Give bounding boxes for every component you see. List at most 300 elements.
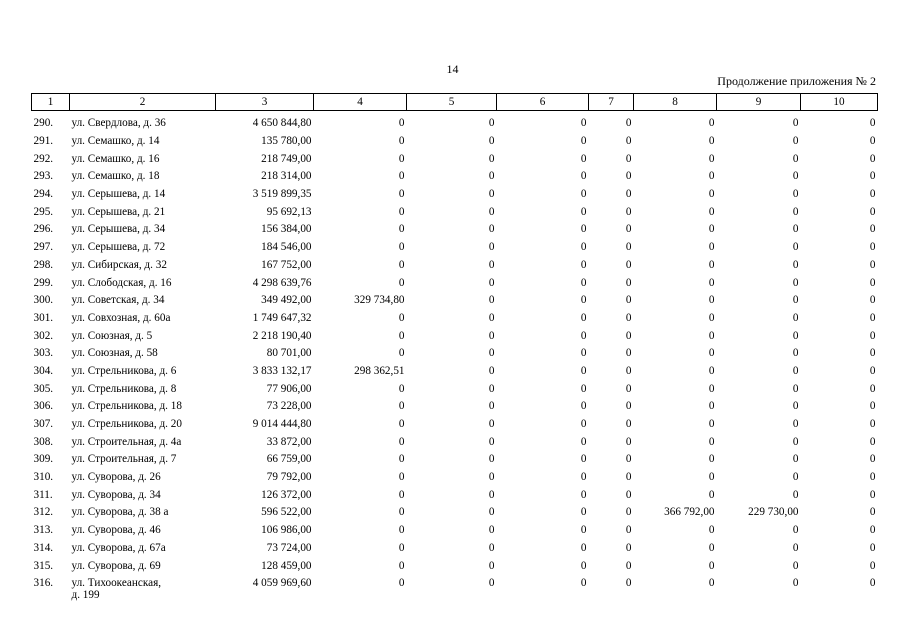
value-cell-col4: 0: [398, 205, 405, 218]
column-header: 4: [314, 94, 407, 111]
value-cell-col8: 0: [708, 488, 715, 501]
value-cell-col6: 0: [580, 188, 587, 201]
table-row: [32, 203, 878, 221]
value-cell-col5: 0: [488, 488, 495, 501]
value-cell-col9: 0: [792, 329, 799, 342]
address-cell: [70, 133, 216, 151]
value-cell-col9: 0: [792, 188, 799, 201]
address-line: ул. Суворова, д. 38 а: [71, 506, 169, 519]
value-cell-col6: 0: [580, 400, 587, 413]
value-cell-col3: 596 522,00: [261, 506, 312, 519]
value-cell-col9: 0: [792, 382, 799, 395]
value-cell-col10: 0: [869, 347, 876, 360]
value-cell-col9: 0: [792, 471, 799, 484]
value-cell-col9: 0: [792, 258, 799, 271]
value-cell-col9: 0: [792, 311, 799, 324]
address-cell: [70, 469, 216, 487]
value-cell-col4: 298 362,51: [354, 364, 405, 377]
value-cell-col7: 0: [625, 294, 632, 307]
value-cell-col10: 0: [869, 258, 876, 271]
value-cell-col5: 0: [488, 559, 495, 572]
row-number-cell: 309.: [33, 453, 54, 466]
address-cell: [70, 398, 216, 416]
value-cell-col4: 0: [398, 152, 405, 165]
value-cell-col10: 0: [869, 188, 876, 201]
value-cell-col6: 0: [580, 152, 587, 165]
column-header: 6: [497, 94, 589, 111]
address-cell: [70, 345, 216, 363]
value-cell-col5: 0: [488, 524, 495, 537]
table-row: [32, 292, 878, 310]
value-cell-col8: 0: [708, 559, 715, 572]
row-number-cell: 301.: [33, 311, 54, 324]
table-row: [32, 133, 878, 151]
value-cell-col10: 0: [869, 506, 876, 519]
value-cell-col4: 0: [398, 170, 405, 183]
value-cell-col5: 0: [488, 418, 495, 431]
value-cell-col4: 0: [398, 435, 405, 448]
address-cell: [70, 327, 216, 345]
value-cell-col4: 0: [398, 506, 405, 519]
value-cell-col9: 0: [792, 435, 799, 448]
value-cell-col10: 0: [869, 488, 876, 501]
value-cell-col3: 3 833 132,17: [252, 364, 312, 377]
address-line: ул. Семашко, д. 14: [71, 135, 160, 148]
value-cell-col10: 0: [869, 205, 876, 218]
value-cell-col4: 0: [398, 524, 405, 537]
address-line: ул. Серышева, д. 34: [71, 223, 166, 236]
value-cell-col9: 0: [792, 488, 799, 501]
value-cell-col4: 0: [398, 382, 405, 395]
address-cell: [70, 186, 216, 204]
address-cell: [70, 111, 216, 133]
address-line: ул. Суворова, д. 67а: [71, 541, 166, 554]
value-cell-col7: 0: [625, 135, 632, 148]
appendix-continuation-note: Продолжение приложения № 2: [717, 74, 876, 88]
value-cell-col4: 0: [398, 418, 405, 431]
value-cell-col9: 0: [792, 418, 799, 431]
value-cell-col7: 0: [625, 188, 632, 201]
address-cell: [70, 575, 216, 603]
address-cell: [70, 363, 216, 381]
value-cell-col7: 0: [625, 152, 632, 165]
value-cell-col10: 0: [869, 152, 876, 165]
value-cell-col6: 0: [580, 524, 587, 537]
value-cell-col5: 0: [488, 400, 495, 413]
value-cell-col8: 0: [708, 418, 715, 431]
value-cell-col4: 0: [398, 258, 405, 271]
value-cell-col8: 0: [708, 188, 715, 201]
value-cell-col9: 0: [792, 276, 799, 289]
value-cell-col7: 0: [625, 418, 632, 431]
value-cell-col4: 0: [398, 135, 405, 148]
table-header: [32, 94, 878, 111]
value-cell-col10: 0: [869, 524, 876, 537]
value-cell-col4: 329 734,80: [354, 294, 405, 307]
table-row: [32, 575, 878, 603]
value-cell-col7: 0: [625, 506, 632, 519]
value-cell-col9: 0: [792, 347, 799, 360]
value-cell-col8: 0: [708, 329, 715, 342]
value-cell-col4: 0: [398, 453, 405, 466]
value-cell-col7: 0: [625, 223, 632, 236]
value-cell-col3: 79 792,00: [266, 471, 312, 484]
table-row: [32, 310, 878, 328]
address-cell: [70, 221, 216, 239]
value-cell-col8: 0: [708, 347, 715, 360]
value-cell-col6: 0: [580, 541, 587, 554]
table-row: [32, 416, 878, 434]
row-number-cell: 297.: [33, 241, 54, 254]
table-row: [32, 540, 878, 558]
address-line: ул. Совхозная, д. 60а: [71, 311, 171, 324]
address-line: ул. Сибирская, д. 32: [71, 258, 167, 271]
value-cell-col5: 0: [488, 294, 495, 307]
value-cell-col7: 0: [625, 453, 632, 466]
value-cell-col9: 0: [792, 541, 799, 554]
table-row: [32, 522, 878, 540]
value-cell-col9: 0: [792, 453, 799, 466]
value-cell-col5: 0: [488, 223, 495, 236]
value-cell-col6: 0: [580, 276, 587, 289]
row-number-cell: 300.: [33, 294, 54, 307]
value-cell-col8: 0: [708, 311, 715, 324]
address-cell: [70, 486, 216, 504]
value-cell-col5: 0: [488, 347, 495, 360]
address-line: ул. Слободская, д. 16: [71, 276, 172, 289]
value-cell-col10: 0: [869, 435, 876, 448]
row-number-cell: 290.: [33, 117, 54, 130]
value-cell-col4: 0: [398, 488, 405, 501]
value-cell-col7: 0: [625, 488, 632, 501]
value-cell-col5: 0: [488, 258, 495, 271]
value-cell-col3: 156 384,00: [261, 223, 312, 236]
row-number-cell: 316.: [33, 576, 54, 589]
value-cell-col7: 0: [625, 276, 632, 289]
column-header: 1: [32, 94, 70, 111]
row-number-cell: 307.: [33, 418, 54, 431]
value-cell-col6: 0: [580, 311, 587, 324]
address-line: ул. Стрельникова, д. 6: [71, 364, 177, 377]
address-line: ул. Стрельникова, д. 20: [71, 418, 182, 431]
row-number-cell: 311.: [33, 488, 53, 501]
value-cell-col8: 0: [708, 117, 715, 130]
value-cell-col4: 0: [398, 223, 405, 236]
value-cell-col9: 0: [792, 576, 799, 589]
value-cell-col3: 95 692,13: [266, 205, 312, 218]
value-cell-col8: 0: [708, 364, 715, 377]
value-cell-col8: 0: [708, 205, 715, 218]
address-line: ул. Суворова, д. 69: [71, 559, 161, 572]
value-cell-col7: 0: [625, 435, 632, 448]
row-number-cell: 315.: [33, 559, 54, 572]
table-row: [32, 111, 878, 133]
value-cell-col8: 0: [708, 152, 715, 165]
value-cell-col3: 167 752,00: [261, 258, 312, 271]
value-cell-col4: 0: [398, 471, 405, 484]
row-number-cell: 303.: [33, 347, 54, 360]
value-cell-col8: 0: [708, 541, 715, 554]
value-cell-col7: 0: [625, 541, 632, 554]
value-cell-col6: 0: [580, 418, 587, 431]
value-cell-col5: 0: [488, 506, 495, 519]
value-cell-col10: 0: [869, 241, 876, 254]
value-cell-col6: 0: [580, 258, 587, 271]
value-cell-col9: 0: [792, 117, 799, 130]
value-cell-col9: 0: [792, 364, 799, 377]
address-line-2: д. 199: [71, 588, 100, 601]
table-row: [32, 451, 878, 469]
value-cell-col3: 106 986,00: [261, 524, 312, 537]
row-number-cell: 293.: [33, 170, 54, 183]
address-cell: [70, 168, 216, 186]
value-cell-col6: 0: [580, 241, 587, 254]
address-cell: [70, 203, 216, 221]
table-row: [32, 274, 878, 292]
value-cell-col5: 0: [488, 276, 495, 289]
address-line: ул. Союзная, д. 5: [71, 329, 153, 342]
address-cell: [70, 433, 216, 451]
address-line: ул. Семашко, д. 18: [71, 170, 160, 183]
column-header: 8: [634, 94, 717, 111]
table-row: [32, 398, 878, 416]
row-number-cell: 298.: [33, 258, 54, 271]
address-cell: [70, 380, 216, 398]
table-body: [32, 111, 878, 603]
column-header: 7: [589, 94, 634, 111]
value-cell-col9: 0: [792, 559, 799, 572]
table-row: [32, 168, 878, 186]
value-cell-col7: 0: [625, 524, 632, 537]
header-row: [32, 94, 878, 111]
value-cell-col10: 0: [869, 418, 876, 431]
value-cell-col10: 0: [869, 559, 876, 572]
value-cell-col8: 0: [708, 400, 715, 413]
row-number-cell: 302.: [33, 329, 54, 342]
address-line: ул. Суворова, д. 46: [71, 524, 161, 537]
value-cell-col3: 135 780,00: [261, 135, 312, 148]
value-cell-col7: 0: [625, 347, 632, 360]
table-row: [32, 239, 878, 257]
value-cell-col6: 0: [580, 347, 587, 360]
address-line: ул. Серышева, д. 21: [71, 205, 166, 218]
value-cell-col8: 0: [708, 382, 715, 395]
value-cell-col6: 0: [580, 223, 587, 236]
row-number-cell: 308.: [33, 435, 54, 448]
address-line: ул. Союзная, д. 58: [71, 347, 158, 360]
row-number-cell: 295.: [33, 205, 54, 218]
value-cell-col9: 0: [792, 135, 799, 148]
value-cell-col7: 0: [625, 576, 632, 589]
value-cell-col10: 0: [869, 382, 876, 395]
value-cell-col8: 0: [708, 170, 715, 183]
value-cell-col10: 0: [869, 453, 876, 466]
value-cell-col5: 0: [488, 471, 495, 484]
value-cell-col3: 4 650 844,80: [252, 117, 312, 130]
value-cell-col7: 0: [625, 471, 632, 484]
value-cell-col3: 3 519 899,35: [252, 188, 312, 201]
value-cell-col3: 73 724,00: [266, 541, 312, 554]
value-cell-col10: 0: [869, 364, 876, 377]
value-cell-col5: 0: [488, 576, 495, 589]
column-header: 2: [70, 94, 216, 111]
value-cell-col7: 0: [625, 258, 632, 271]
value-cell-col8: 0: [708, 294, 715, 307]
value-cell-col4: 0: [398, 188, 405, 201]
value-cell-col6: 0: [580, 435, 587, 448]
address-cell: [70, 504, 216, 522]
address-line: ул. Тихоокеанская,: [71, 576, 162, 589]
value-cell-col5: 0: [488, 435, 495, 448]
value-cell-col3: 33 872,00: [266, 435, 312, 448]
value-cell-col4: 0: [398, 117, 405, 130]
value-cell-col7: 0: [625, 329, 632, 342]
value-cell-col4: 0: [398, 276, 405, 289]
value-cell-col3: 73 228,00: [266, 400, 312, 413]
table-row: [32, 469, 878, 487]
row-number-cell: 291.: [33, 135, 54, 148]
row-number-cell: 305.: [33, 382, 54, 395]
value-cell-col7: 0: [625, 311, 632, 324]
value-cell-col6: 0: [580, 559, 587, 572]
value-cell-col6: 0: [580, 506, 587, 519]
address-line: ул. Серышева, д. 72: [71, 241, 166, 254]
column-header: 10: [801, 94, 878, 111]
value-cell-col10: 0: [869, 117, 876, 130]
row-number-cell: 294.: [33, 188, 54, 201]
value-cell-col10: 0: [869, 223, 876, 236]
value-cell-col8: 366 792,00: [664, 506, 715, 519]
value-cell-col7: 0: [625, 241, 632, 254]
table-row: [32, 363, 878, 381]
value-cell-col4: 0: [398, 559, 405, 572]
address-line: ул. Стрельникова, д. 8: [71, 382, 177, 395]
value-cell-col10: 0: [869, 541, 876, 554]
value-cell-col3: 349 492,00: [261, 294, 312, 307]
address-cell: [70, 150, 216, 168]
value-cell-col6: 0: [580, 117, 587, 130]
value-cell-col9: 0: [792, 152, 799, 165]
value-cell-col3: 4 298 639,76: [252, 276, 312, 289]
value-cell-col7: 0: [625, 400, 632, 413]
row-number-cell: 304.: [33, 364, 54, 377]
table-row: [32, 345, 878, 363]
row-number-cell: 299.: [33, 276, 54, 289]
value-cell-col9: 0: [792, 241, 799, 254]
value-cell-col5: 0: [488, 135, 495, 148]
value-cell-col9: 0: [792, 223, 799, 236]
address-cell: [70, 239, 216, 257]
value-cell-col10: 0: [869, 329, 876, 342]
table-row: [32, 150, 878, 168]
row-number-cell: 312.: [33, 506, 54, 519]
value-cell-col3: 184 546,00: [261, 241, 312, 254]
value-cell-col9: 0: [792, 205, 799, 218]
value-cell-col8: 0: [708, 471, 715, 484]
value-cell-col5: 0: [488, 311, 495, 324]
address-cell: [70, 522, 216, 540]
table-row: [32, 186, 878, 204]
value-cell-col4: 0: [398, 541, 405, 554]
value-cell-col4: 0: [398, 400, 405, 413]
table-row: [32, 380, 878, 398]
address-line: ул. Советская, д. 34: [71, 294, 165, 307]
data-table: [31, 93, 878, 603]
value-cell-col9: 0: [792, 400, 799, 413]
table-row: [32, 486, 878, 504]
value-cell-col6: 0: [580, 576, 587, 589]
value-cell-col5: 0: [488, 453, 495, 466]
value-cell-col5: 0: [488, 152, 495, 165]
value-cell-col9: 0: [792, 170, 799, 183]
value-cell-col4: 0: [398, 241, 405, 254]
value-cell-col8: 0: [708, 576, 715, 589]
value-cell-col9: 0: [792, 524, 799, 537]
value-cell-col3: 77 906,00: [266, 382, 312, 395]
address-cell: [70, 451, 216, 469]
value-cell-col10: 0: [869, 576, 876, 589]
page-number: 14: [446, 62, 459, 76]
value-cell-col3: 218 314,00: [261, 170, 312, 183]
value-cell-col6: 0: [580, 364, 587, 377]
address-line: ул. Серышева, д. 14: [71, 188, 166, 201]
value-cell-col5: 0: [488, 382, 495, 395]
value-cell-col3: 80 701,00: [266, 347, 312, 360]
value-cell-col4: 0: [398, 576, 405, 589]
value-cell-col10: 0: [869, 471, 876, 484]
value-cell-col9: 0: [792, 294, 799, 307]
value-cell-col5: 0: [488, 205, 495, 218]
row-number-cell: 313.: [33, 524, 54, 537]
table-row: [32, 433, 878, 451]
value-cell-col5: 0: [488, 541, 495, 554]
address-cell: [70, 310, 216, 328]
value-cell-col4: 0: [398, 329, 405, 342]
value-cell-col6: 0: [580, 488, 587, 501]
value-cell-col6: 0: [580, 453, 587, 466]
value-cell-col3: 128 459,00: [261, 559, 312, 572]
value-cell-col10: 0: [869, 311, 876, 324]
value-cell-col3: 4 059 969,60: [252, 576, 312, 589]
value-cell-col3: 9 014 444,80: [252, 418, 312, 431]
value-cell-col10: 0: [869, 294, 876, 307]
value-cell-col10: 0: [869, 170, 876, 183]
address-cell: [70, 540, 216, 558]
value-cell-col6: 0: [580, 205, 587, 218]
value-cell-col6: 0: [580, 382, 587, 395]
value-cell-col8: 0: [708, 241, 715, 254]
column-header: 3: [216, 94, 314, 111]
table-row: [32, 257, 878, 275]
value-cell-col10: 0: [869, 276, 876, 289]
value-cell-col6: 0: [580, 135, 587, 148]
value-cell-col3: 1 749 647,32: [252, 311, 312, 324]
table-row: [32, 504, 878, 522]
row-number-cell: 310.: [33, 471, 54, 484]
value-cell-col5: 0: [488, 329, 495, 342]
value-cell-col8: 0: [708, 453, 715, 466]
value-cell-col7: 0: [625, 117, 632, 130]
value-cell-col10: 0: [869, 400, 876, 413]
table-row: [32, 557, 878, 575]
value-cell-col5: 0: [488, 117, 495, 130]
value-cell-col7: 0: [625, 382, 632, 395]
value-cell-col3: 66 759,00: [266, 453, 312, 466]
value-cell-col10: 0: [869, 135, 876, 148]
value-cell-col8: 0: [708, 435, 715, 448]
address-line: ул. Суворова, д. 34: [71, 488, 161, 501]
address-line: ул. Строительная, д. 7: [71, 453, 177, 466]
